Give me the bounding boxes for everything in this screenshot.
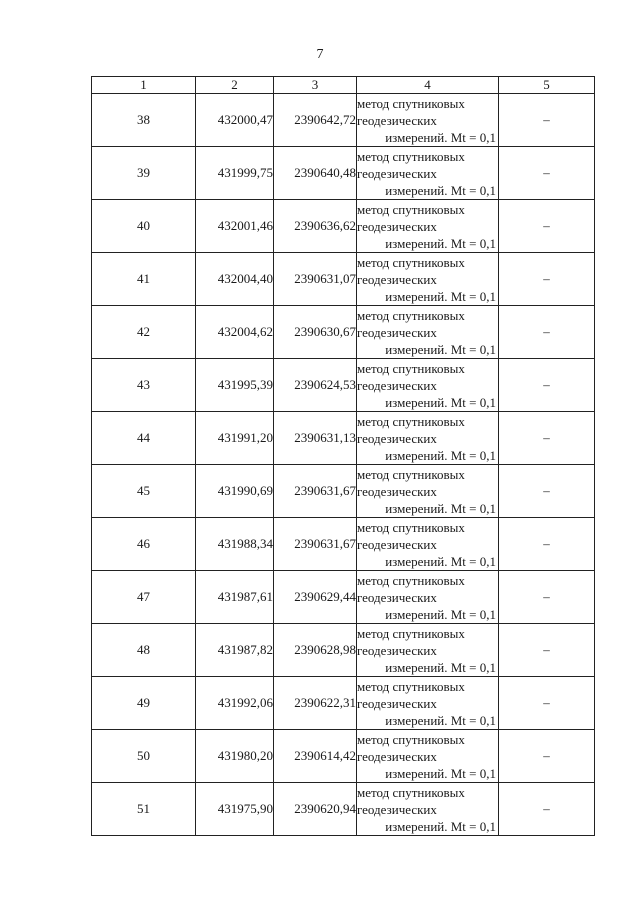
method-line-1: метод спутниковых — [357, 678, 465, 694]
method-line-1: метод спутниковых — [357, 519, 465, 535]
method-line-3: измерений. Mt = 0,1 — [385, 500, 496, 516]
coordinate-x: 432001,46 — [196, 200, 274, 253]
column-5-value: – — [499, 94, 595, 147]
column-5-value: – — [499, 518, 595, 571]
method-line-2: геодезических — [357, 165, 437, 181]
column-5-value: – — [499, 412, 595, 465]
method-line-2: геодезических — [357, 695, 437, 711]
point-number: 38 — [92, 94, 196, 147]
point-number: 48 — [92, 624, 196, 677]
method-line-1: метод спутниковых — [357, 201, 465, 217]
point-number: 44 — [92, 412, 196, 465]
table-row — [92, 518, 595, 571]
coordinate-x: 431975,90 — [196, 783, 274, 836]
header-col-1: 1 — [92, 77, 196, 94]
header-col-2: 2 — [196, 77, 274, 94]
column-5-value: – — [499, 147, 595, 200]
method-line-3: измерений. Mt = 0,1 — [385, 553, 496, 569]
point-number: 50 — [92, 730, 196, 783]
coordinate-y: 2390642,72 — [274, 94, 357, 147]
point-number: 39 — [92, 147, 196, 200]
coordinate-x: 432004,62 — [196, 306, 274, 359]
coordinate-x: 431980,20 — [196, 730, 274, 783]
point-number: 49 — [92, 677, 196, 730]
column-5-value: – — [499, 359, 595, 412]
method-line-2: геодезических — [357, 483, 437, 499]
table-row — [92, 465, 595, 518]
coordinate-x: 432004,40 — [196, 253, 274, 306]
coordinate-y: 2390622,31 — [274, 677, 357, 730]
coordinate-x: 431990,69 — [196, 465, 274, 518]
method-line-2: геодезических — [357, 324, 437, 340]
method-cell — [357, 783, 499, 836]
coordinate-y: 2390629,44 — [274, 571, 357, 624]
method-line-2: геодезических — [357, 748, 437, 764]
coordinate-y: 2390628,98 — [274, 624, 357, 677]
method-cell — [357, 412, 499, 465]
table-row — [92, 624, 595, 677]
table-row — [92, 783, 595, 836]
column-5-value: – — [499, 465, 595, 518]
method-line-2: геодезических — [357, 589, 437, 605]
column-5-value: – — [499, 306, 595, 359]
method-line-3: измерений. Mt = 0,1 — [385, 606, 496, 622]
coordinate-y: 2390631,07 — [274, 253, 357, 306]
method-line-1: метод спутниковых — [357, 360, 465, 376]
header-col-4: 4 — [357, 77, 499, 94]
table-header-row — [92, 77, 595, 94]
point-number: 47 — [92, 571, 196, 624]
coordinate-x: 431995,39 — [196, 359, 274, 412]
header-col-5: 5 — [499, 77, 595, 94]
point-number: 51 — [92, 783, 196, 836]
column-5-value: – — [499, 624, 595, 677]
coordinate-y: 2390624,53 — [274, 359, 357, 412]
point-number: 41 — [92, 253, 196, 306]
coordinate-y: 2390630,67 — [274, 306, 357, 359]
table-row — [92, 253, 595, 306]
method-line-2: геодезических — [357, 430, 437, 446]
method-cell — [357, 571, 499, 624]
method-cell — [357, 94, 499, 147]
method-line-3: измерений. Mt = 0,1 — [385, 129, 496, 145]
table-row — [92, 200, 595, 253]
method-line-2: геодезических — [357, 642, 437, 658]
table-row — [92, 147, 595, 200]
method-line-3: измерений. Mt = 0,1 — [385, 447, 496, 463]
method-line-1: метод спутниковых — [357, 625, 465, 641]
point-number: 42 — [92, 306, 196, 359]
method-line-3: измерений. Mt = 0,1 — [385, 288, 496, 304]
table-body — [92, 94, 595, 836]
method-line-1: метод спутниковых — [357, 307, 465, 323]
method-line-2: геодезических — [357, 801, 437, 817]
method-cell — [357, 730, 499, 783]
coordinate-y: 2390620,94 — [274, 783, 357, 836]
method-cell — [357, 359, 499, 412]
method-line-1: метод спутниковых — [357, 784, 465, 800]
column-5-value: – — [499, 571, 595, 624]
method-line-1: метод спутниковых — [357, 148, 465, 164]
method-cell — [357, 200, 499, 253]
table-row — [92, 94, 595, 147]
table-row — [92, 730, 595, 783]
table-row — [92, 412, 595, 465]
coordinate-y: 2390614,42 — [274, 730, 357, 783]
method-line-3: измерений. Mt = 0,1 — [385, 182, 496, 198]
point-number: 43 — [92, 359, 196, 412]
method-line-3: измерений. Mt = 0,1 — [385, 235, 496, 251]
coordinate-y: 2390631,13 — [274, 412, 357, 465]
method-line-1: метод спутниковых — [357, 731, 465, 747]
table-row — [92, 571, 595, 624]
method-line-2: геодезических — [357, 377, 437, 393]
method-line-1: метод спутниковых — [357, 95, 465, 111]
column-5-value: – — [499, 783, 595, 836]
table-row — [92, 359, 595, 412]
method-line-2: геодезических — [357, 218, 437, 234]
method-line-3: измерений. Mt = 0,1 — [385, 341, 496, 357]
method-line-3: измерений. Mt = 0,1 — [385, 818, 496, 834]
coordinate-y: 2390631,67 — [274, 518, 357, 571]
coordinate-x: 431988,34 — [196, 518, 274, 571]
coordinate-x: 431992,06 — [196, 677, 274, 730]
coordinates-table — [91, 76, 595, 836]
method-line-1: метод спутниковых — [357, 572, 465, 588]
method-line-2: геодезических — [357, 112, 437, 128]
table-row — [92, 306, 595, 359]
method-line-3: измерений. Mt = 0,1 — [385, 712, 496, 728]
method-line-3: измерений. Mt = 0,1 — [385, 659, 496, 675]
method-line-1: метод спутниковых — [357, 254, 465, 270]
point-number: 46 — [92, 518, 196, 571]
method-line-3: измерений. Mt = 0,1 — [385, 765, 496, 781]
point-number: 40 — [92, 200, 196, 253]
coordinate-y: 2390636,62 — [274, 200, 357, 253]
method-cell — [357, 677, 499, 730]
method-line-1: метод спутниковых — [357, 413, 465, 429]
method-line-3: измерений. Mt = 0,1 — [385, 394, 496, 410]
method-line-1: метод спутниковых — [357, 466, 465, 482]
method-cell — [357, 306, 499, 359]
method-cell — [357, 518, 499, 571]
coordinate-x: 431991,20 — [196, 412, 274, 465]
coordinate-x: 432000,47 — [196, 94, 274, 147]
column-5-value: – — [499, 253, 595, 306]
method-line-2: геодезических — [357, 271, 437, 287]
method-cell — [357, 624, 499, 677]
method-line-2: геодезических — [357, 536, 437, 552]
header-col-3: 3 — [274, 77, 357, 94]
coordinate-x: 431987,61 — [196, 571, 274, 624]
method-cell — [357, 465, 499, 518]
column-5-value: – — [499, 200, 595, 253]
coordinate-y: 2390640,48 — [274, 147, 357, 200]
table-row — [92, 677, 595, 730]
page-number: 7 — [316, 47, 324, 62]
coordinate-x: 431999,75 — [196, 147, 274, 200]
coordinate-y: 2390631,67 — [274, 465, 357, 518]
coordinate-x: 431987,82 — [196, 624, 274, 677]
column-5-value: – — [499, 677, 595, 730]
method-cell — [357, 147, 499, 200]
point-number: 45 — [92, 465, 196, 518]
method-cell — [357, 253, 499, 306]
column-5-value: – — [499, 730, 595, 783]
